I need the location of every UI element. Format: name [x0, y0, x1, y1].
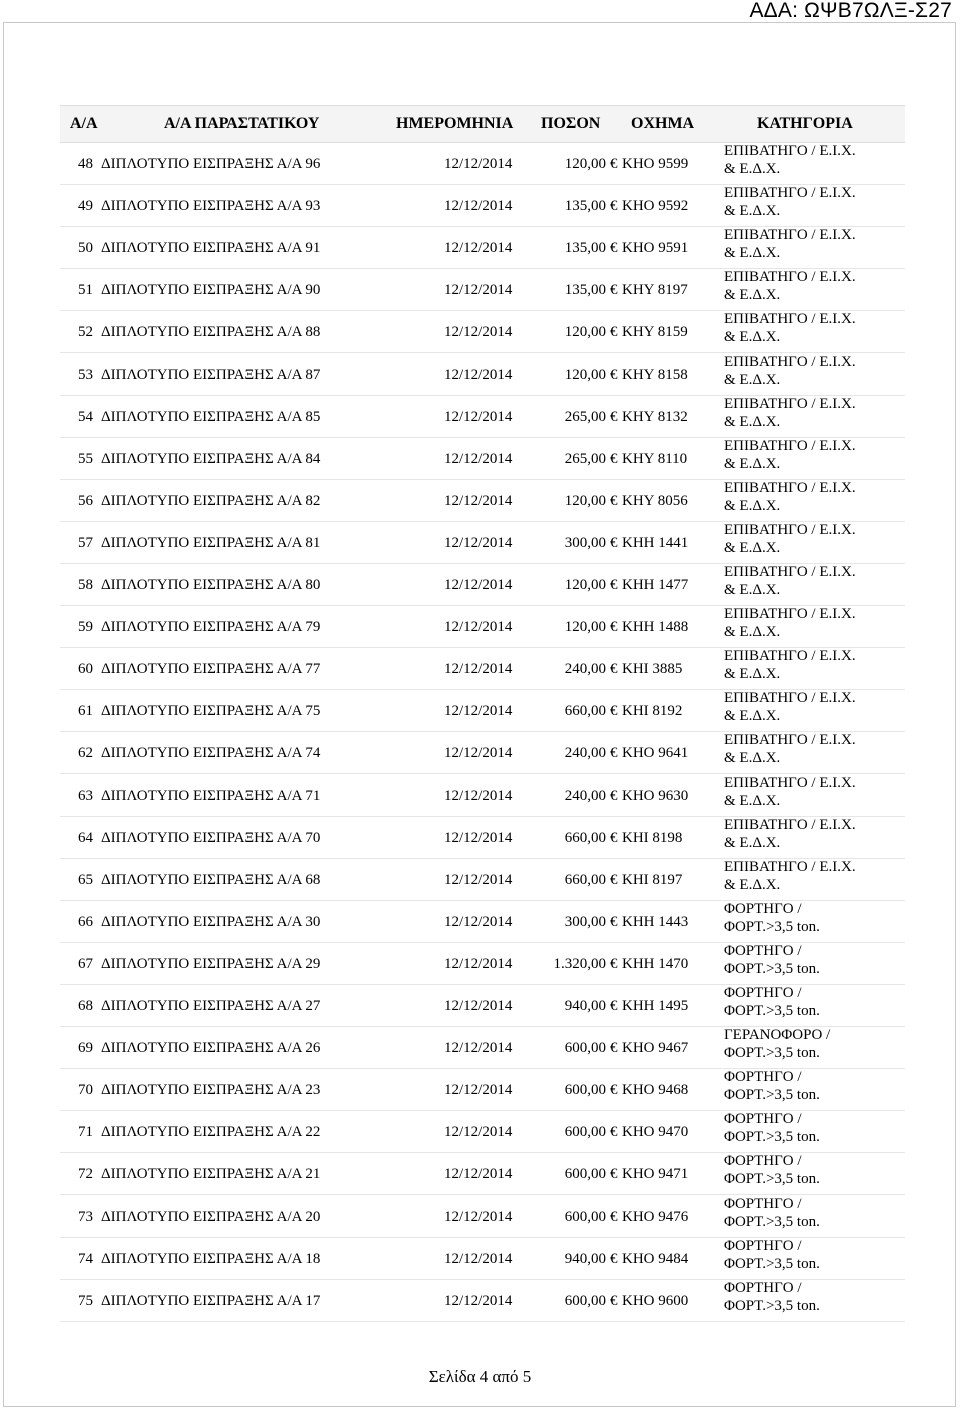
row-document: ΔΙΠΛΟΤΥΠΟ ΕΙΣΠΡΑΞΗΣ Α/Α 23	[101, 1082, 321, 1099]
row-category-line2: & Ε.Δ.Χ.	[724, 413, 781, 430]
euro-symbol: €	[610, 324, 618, 341]
row-date: 12/12/2014	[444, 534, 513, 551]
table-row	[60, 1153, 905, 1195]
row-date: 12/12/2014	[444, 282, 513, 299]
row-number: 73	[78, 1208, 93, 1225]
row-vehicle: ΚΗΟ 9476	[622, 1208, 689, 1225]
row-amount: 600,00	[564, 1292, 606, 1309]
row-date: 12/12/2014	[444, 492, 513, 509]
euro-symbol: €	[610, 955, 618, 972]
table-row	[60, 143, 905, 185]
row-category-line2: & Ε.Δ.Χ.	[724, 834, 781, 851]
euro-symbol: €	[610, 282, 618, 299]
row-document: ΔΙΠΛΟΤΥΠΟ ΕΙΣΠΡΑΞΗΣ Α/Α 87	[101, 366, 321, 383]
row-document: ΔΙΠΛΟΤΥΠΟ ΕΙΣΠΡΑΞΗΣ Α/Α 77	[101, 661, 321, 678]
row-document: ΔΙΠΛΟΤΥΠΟ ΕΙΣΠΡΑΞΗΣ Α/Α 70	[101, 829, 321, 846]
row-date: 12/12/2014	[444, 198, 513, 215]
row-category-line1: ΕΠΙΒΑΤΗΓΟ / Ε.Ι.Χ.	[724, 185, 856, 202]
row-number: 62	[78, 745, 93, 762]
row-category-line1: ΕΠΙΒΑΤΗΓΟ / Ε.Ι.Χ.	[724, 479, 856, 496]
row-number: 56	[78, 492, 93, 509]
row-document: ΔΙΠΛΟΤΥΠΟ ΕΙΣΠΡΑΞΗΣ Α/Α 74	[101, 745, 321, 762]
table-row	[60, 354, 905, 396]
row-category-line2: ΦΟΡΤ.>3,5 ton.	[724, 918, 820, 935]
row-amount: 135,00	[564, 198, 606, 215]
row-date: 12/12/2014	[444, 619, 513, 636]
row-amount: 120,00	[564, 577, 606, 593]
row-date: 12/12/2014	[444, 450, 513, 467]
row-category-line2: ΦΟΡΤ.>3,5 ton.	[724, 1297, 820, 1314]
table-row	[60, 522, 905, 564]
row-category-line2: & Ε.Δ.Χ.	[724, 497, 781, 514]
table-row	[60, 564, 905, 606]
row-category-line1: ΕΠΙΒΑΤΗΓΟ / Ε.Ι.Χ.	[724, 774, 856, 791]
row-document: ΔΙΠΛΟΤΥΠΟ ΕΙΣΠΡΑΞΗΣ Α/Α 90	[101, 282, 321, 299]
header-aa: Α/Α	[70, 115, 98, 132]
header-vehicle: ΟΧΗΜΑ	[631, 115, 695, 132]
row-amount: 940,00	[564, 998, 606, 1014]
row-document: ΔΙΠΛΟΤΥΠΟ ΕΙΣΠΡΑΞΗΣ Α/Α 22	[101, 1124, 321, 1141]
row-number: 54	[78, 408, 93, 425]
row-date: 12/12/2014	[444, 871, 513, 888]
table-row	[60, 606, 905, 648]
row-category-line2: & Ε.Δ.Χ.	[724, 539, 781, 556]
row-document: ΔΙΠΛΟΤΥΠΟ ΕΙΣΠΡΑΞΗΣ Α/Α 20	[101, 1208, 321, 1225]
row-number: 49	[78, 198, 93, 215]
row-amount: 135,00	[564, 240, 606, 257]
row-category-line1: ΕΠΙΒΑΤΗΓΟ / Ε.Ι.Χ.	[724, 690, 856, 707]
row-vehicle: ΚΗΟ 9484	[622, 1250, 689, 1267]
row-document: ΔΙΠΛΟΤΥΠΟ ΕΙΣΠΡΑΞΗΣ Α/Α 21	[101, 1166, 321, 1183]
row-document: ΔΙΠΛΟΤΥΠΟ ΕΙΣΠΡΑΞΗΣ Α/Α 29	[101, 955, 321, 972]
row-amount: 600,00	[564, 1040, 606, 1057]
row-number: 60	[78, 661, 93, 678]
row-amount: 265,00	[564, 450, 606, 467]
euro-symbol: €	[610, 871, 618, 888]
row-category-line1: ΦΟΡΤΗΓΟ /	[724, 1069, 802, 1086]
row-vehicle: ΚΗΙ 8192	[622, 703, 683, 720]
row-number: 59	[78, 619, 93, 636]
table-row	[60, 817, 905, 859]
row-amount: 600,00	[564, 1166, 606, 1183]
row-category-line2: & Ε.Δ.Χ.	[724, 287, 781, 304]
row-vehicle: ΚΗΟ 9467	[622, 1040, 689, 1057]
row-category-line1: ΕΠΙΒΑΤΗΓΟ / Ε.Ι.Χ.	[724, 564, 856, 580]
page-footer: Σελίδα 4 από 5	[428, 1367, 532, 1386]
row-category-line1: ΕΠΙΒΑΤΗΓΟ / Ε.Ι.Χ.	[724, 521, 856, 538]
table-row	[60, 1196, 905, 1238]
row-amount: 940,00	[564, 1250, 606, 1267]
row-document: ΔΙΠΛΟΤΥΠΟ ΕΙΣΠΡΑΞΗΣ Α/Α 27	[101, 998, 321, 1014]
row-category-line2: & Ε.Δ.Χ.	[724, 708, 781, 725]
row-document: ΔΙΠΛΟΤΥΠΟ ΕΙΣΠΡΑΞΗΣ Α/Α 85	[101, 408, 321, 425]
row-vehicle: ΚΗΗ 1488	[622, 619, 689, 636]
table-row	[60, 901, 905, 943]
euro-symbol: €	[610, 408, 618, 425]
row-amount: 240,00	[564, 787, 606, 804]
row-category-line1: ΓΕΡΑΝΟΦΟΡΟ /	[724, 1027, 831, 1044]
row-date: 12/12/2014	[444, 577, 513, 593]
row-amount: 1.320,00	[553, 955, 606, 972]
euro-symbol: €	[610, 913, 618, 930]
row-category-line2: & Ε.Δ.Χ.	[724, 624, 781, 641]
row-category-line2: ΦΟΡΤ.>3,5 ton.	[724, 1087, 820, 1104]
table-row	[60, 1238, 905, 1280]
row-document: ΔΙΠΛΟΤΥΠΟ ΕΙΣΠΡΑΞΗΣ Α/Α 71	[101, 787, 321, 804]
row-date: 12/12/2014	[444, 156, 513, 172]
row-vehicle: ΚΗΟ 9599	[622, 156, 689, 172]
euro-symbol: €	[610, 1250, 618, 1267]
row-document: ΔΙΠΛΟΤΥΠΟ ΕΙΣΠΡΑΞΗΣ Α/Α 75	[101, 703, 321, 720]
row-category-line1: ΕΠΙΒΑΤΗΓΟ / Ε.Ι.Χ.	[724, 353, 856, 370]
row-amount: 600,00	[564, 1208, 606, 1225]
euro-symbol: €	[610, 619, 618, 636]
euro-symbol: €	[610, 366, 618, 383]
row-vehicle: ΚΗΙ 8198	[622, 829, 683, 846]
row-category-line2: & Ε.Δ.Χ.	[724, 203, 781, 220]
row-category-line1: ΕΠΙΒΑΤΗΓΟ / Ε.Ι.Χ.	[724, 732, 856, 749]
row-category-line2: ΦΟΡΤ.>3,5 ton.	[724, 1255, 820, 1272]
row-category-line1: ΕΠΙΒΑΤΗΓΟ / Ε.Ι.Χ.	[724, 606, 856, 623]
row-document: ΔΙΠΛΟΤΥΠΟ ΕΙΣΠΡΑΞΗΣ Α/Α 84	[101, 450, 321, 467]
row-number: 58	[78, 577, 93, 593]
row-amount: 660,00	[564, 829, 606, 846]
row-date: 12/12/2014	[444, 324, 513, 341]
row-document: ΔΙΠΛΟΤΥΠΟ ΕΙΣΠΡΑΞΗΣ Α/Α 93	[101, 198, 321, 215]
euro-symbol: €	[610, 998, 618, 1014]
row-document: ΔΙΠΛΟΤΥΠΟ ΕΙΣΠΡΑΞΗΣ Α/Α 80	[101, 577, 321, 593]
row-date: 12/12/2014	[444, 913, 513, 930]
row-number: 61	[78, 703, 93, 720]
row-category-line1: ΦΟΡΤΗΓΟ /	[724, 900, 802, 917]
row-date: 12/12/2014	[444, 240, 513, 257]
table-row	[60, 1280, 905, 1322]
row-amount: 120,00	[564, 492, 606, 509]
row-date: 12/12/2014	[444, 1208, 513, 1225]
row-vehicle: ΚΗΟ 9468	[622, 1082, 689, 1099]
row-category-line2: & Ε.Δ.Χ.	[724, 876, 781, 893]
table-row	[60, 311, 905, 353]
row-category-line1: ΕΠΙΒΑΤΗΓΟ / Ε.Ι.Χ.	[724, 311, 856, 328]
euro-symbol: €	[610, 240, 618, 257]
row-date: 12/12/2014	[444, 1292, 513, 1309]
row-vehicle: ΚΗΥ 8159	[622, 324, 688, 341]
table-row	[60, 396, 905, 438]
row-category-line2: & Ε.Δ.Χ.	[724, 666, 781, 683]
row-document: ΔΙΠΛΟΤΥΠΟ ΕΙΣΠΡΑΞΗΣ Α/Α 17	[101, 1292, 321, 1309]
euro-symbol: €	[610, 1166, 618, 1183]
row-amount: 265,00	[564, 408, 606, 425]
row-category-line2: ΦΟΡΤ.>3,5 ton.	[724, 1171, 820, 1188]
row-amount: 300,00	[564, 913, 606, 930]
row-category-line1: ΕΠΙΒΑΤΗΓΟ / Ε.Ι.Χ.	[724, 143, 856, 159]
euro-symbol: €	[610, 1208, 618, 1225]
euro-symbol: €	[610, 450, 618, 467]
row-document: ΔΙΠΛΟΤΥΠΟ ΕΙΣΠΡΑΞΗΣ Α/Α 96	[101, 156, 321, 172]
row-amount: 660,00	[564, 871, 606, 888]
row-vehicle: ΚΗΟ 9470	[622, 1124, 689, 1141]
row-category-line2: ΦΟΡΤ.>3,5 ton.	[724, 1213, 820, 1230]
row-vehicle: ΚΗΗ 1470	[622, 955, 689, 972]
row-amount: 240,00	[564, 661, 606, 678]
row-amount: 240,00	[564, 745, 606, 762]
row-amount: 660,00	[564, 703, 606, 720]
row-number: 67	[78, 955, 93, 972]
row-document: ΔΙΠΛΟΤΥΠΟ ΕΙΣΠΡΑΞΗΣ Α/Α 91	[101, 240, 321, 257]
row-amount: 120,00	[564, 156, 606, 172]
row-vehicle: ΚΗΥ 8056	[622, 492, 688, 509]
table-row	[60, 690, 905, 732]
euro-symbol: €	[610, 156, 618, 172]
euro-symbol: €	[610, 1124, 618, 1141]
row-category-line1: ΦΟΡΤΗΓΟ /	[724, 1153, 802, 1170]
row-category-line1: ΕΠΙΒΑΤΗΓΟ / Ε.Ι.Χ.	[724, 648, 856, 665]
row-category-line1: ΕΠΙΒΑΤΗΓΟ / Ε.Ι.Χ.	[724, 227, 856, 244]
row-date: 12/12/2014	[444, 1250, 513, 1267]
row-category-line2: ΦΟΡΤ.>3,5 ton.	[724, 1045, 820, 1062]
row-category-line2: & Ε.Δ.Χ.	[724, 455, 781, 472]
row-category-line1: ΦΟΡΤΗΓΟ /	[724, 1237, 802, 1254]
row-number: 50	[78, 240, 93, 257]
row-amount: 600,00	[564, 1082, 606, 1099]
table-row	[60, 1069, 905, 1111]
row-number: 63	[78, 787, 93, 804]
euro-symbol: €	[610, 745, 618, 762]
header-amount: ΠΟΣΟΝ	[541, 115, 601, 132]
row-category-line1: ΕΠΙΒΑΤΗΓΟ / Ε.Ι.Χ.	[724, 395, 856, 412]
row-date: 12/12/2014	[444, 787, 513, 804]
row-number: 64	[78, 829, 93, 846]
row-document: ΔΙΠΛΟΤΥΠΟ ΕΙΣΠΡΑΞΗΣ Α/Α 82	[101, 492, 321, 509]
row-number: 66	[78, 913, 93, 930]
row-amount: 120,00	[564, 324, 606, 341]
row-number: 53	[78, 366, 93, 383]
row-category-line2: ΦΟΡΤ.>3,5 ton.	[724, 960, 820, 977]
row-number: 48	[78, 156, 93, 172]
row-date: 12/12/2014	[444, 1124, 513, 1141]
row-number: 57	[78, 534, 93, 551]
row-category-line2: & Ε.Δ.Χ.	[724, 329, 781, 346]
row-amount: 120,00	[564, 619, 606, 636]
row-vehicle: ΚΗΥ 8197	[622, 282, 688, 299]
row-document: ΔΙΠΛΟΤΥΠΟ ΕΙΣΠΡΑΞΗΣ Α/Α 18	[101, 1250, 321, 1267]
row-vehicle: ΚΗΗ 1441	[622, 534, 689, 551]
row-category-line1: ΕΠΙΒΑΤΗΓΟ / Ε.Ι.Χ.	[724, 858, 856, 875]
table-row	[60, 859, 905, 901]
row-number: 70	[78, 1082, 93, 1099]
table-row	[60, 943, 905, 985]
header-date: ΗΜΕΡΟΜΗΝΙΑ	[396, 115, 514, 132]
table-row	[60, 480, 905, 522]
row-category-line1: ΕΠΙΒΑΤΗΓΟ / Ε.Ι.Χ.	[724, 269, 856, 286]
row-vehicle: ΚΗΟ 9592	[622, 198, 689, 215]
row-number: 74	[78, 1250, 93, 1267]
row-category-line1: ΦΟΡΤΗΓΟ /	[724, 985, 802, 1001]
row-vehicle: ΚΗΟ 9591	[622, 240, 689, 257]
table-row	[60, 438, 905, 480]
row-date: 12/12/2014	[444, 703, 513, 720]
row-date: 12/12/2014	[444, 955, 513, 972]
table-row	[60, 227, 905, 269]
row-date: 12/12/2014	[444, 661, 513, 678]
row-date: 12/12/2014	[444, 408, 513, 425]
table-row	[60, 775, 905, 817]
row-category-line1: ΦΟΡΤΗΓΟ /	[724, 942, 802, 959]
row-category-line1: ΕΠΙΒΑΤΗΓΟ / Ε.Ι.Χ.	[724, 816, 856, 833]
row-document: ΔΙΠΛΟΤΥΠΟ ΕΙΣΠΡΑΞΗΣ Α/Α 88	[101, 324, 321, 341]
ada-stamp: ΑΔΑ: ΩΨΒ7ΩΛΞ-Σ27	[749, 0, 952, 22]
row-date: 12/12/2014	[444, 829, 513, 846]
table-row	[60, 185, 905, 227]
row-category-line2: & Ε.Δ.Χ.	[724, 750, 781, 767]
euro-symbol: €	[610, 829, 618, 846]
row-category-line2: ΦΟΡΤ.>3,5 ton.	[724, 1129, 820, 1146]
row-category-line2: & Ε.Δ.Χ.	[724, 792, 781, 809]
euro-symbol: €	[610, 787, 618, 804]
row-vehicle: ΚΗΟ 9641	[622, 745, 689, 762]
row-number: 69	[78, 1040, 93, 1057]
row-category-line2: ΦΟΡΤ.>3,5 ton.	[724, 1003, 820, 1019]
row-number: 75	[78, 1292, 93, 1309]
row-category-line1: ΦΟΡΤΗΓΟ /	[724, 1111, 802, 1128]
row-vehicle: ΚΗΗ 1443	[622, 913, 689, 930]
table-header	[60, 105, 905, 143]
row-vehicle: ΚΗΟ 9471	[622, 1166, 689, 1183]
euro-symbol: €	[610, 492, 618, 509]
euro-symbol: €	[610, 661, 618, 678]
row-vehicle: ΚΗΗ 1477	[622, 577, 689, 593]
row-number: 52	[78, 324, 93, 341]
table-row	[60, 732, 905, 774]
row-vehicle: ΚΗΙ 8197	[622, 871, 683, 888]
table-row	[60, 1111, 905, 1153]
row-document: ΔΙΠΛΟΤΥΠΟ ΕΙΣΠΡΑΞΗΣ Α/Α 68	[101, 871, 321, 888]
row-vehicle: ΚΗΥ 8110	[622, 450, 688, 467]
row-date: 12/12/2014	[444, 1166, 513, 1183]
euro-symbol: €	[610, 1040, 618, 1057]
row-amount: 120,00	[564, 366, 606, 383]
row-date: 12/12/2014	[444, 366, 513, 383]
row-amount: 600,00	[564, 1124, 606, 1141]
row-date: 12/12/2014	[444, 745, 513, 762]
row-category-line2: & Ε.Δ.Χ.	[724, 371, 781, 388]
euro-symbol: €	[610, 1292, 618, 1309]
row-category-line1: ΕΠΙΒΑΤΗΓΟ / Ε.Ι.Χ.	[724, 437, 856, 454]
row-amount: 135,00	[564, 282, 606, 299]
euro-symbol: €	[610, 703, 618, 720]
row-date: 12/12/2014	[444, 998, 513, 1014]
euro-symbol: €	[610, 577, 618, 593]
row-number: 65	[78, 871, 93, 888]
table-row	[60, 269, 905, 311]
row-vehicle: ΚΗΗ 1495	[622, 998, 689, 1014]
row-vehicle: ΚΗΟ 9600	[622, 1292, 689, 1309]
row-vehicle: ΚΗΙ 3885	[622, 661, 683, 678]
row-number: 71	[78, 1124, 93, 1141]
row-vehicle: ΚΗΥ 8158	[622, 366, 688, 383]
row-number: 68	[78, 998, 93, 1014]
row-vehicle: ΚΗΟ 9630	[622, 787, 689, 804]
table-row	[60, 648, 905, 690]
row-category-line2: & Ε.Δ.Χ.	[724, 161, 781, 177]
row-category-line1: ΦΟΡΤΗΓΟ /	[724, 1195, 802, 1212]
table-row	[60, 985, 905, 1027]
euro-symbol: €	[610, 198, 618, 215]
row-document: ΔΙΠΛΟΤΥΠΟ ΕΙΣΠΡΑΞΗΣ Α/Α 79	[101, 619, 321, 636]
row-vehicle: ΚΗΥ 8132	[622, 408, 688, 425]
row-number: 51	[78, 282, 93, 299]
row-document: ΔΙΠΛΟΤΥΠΟ ΕΙΣΠΡΑΞΗΣ Α/Α 81	[101, 534, 321, 551]
row-number: 55	[78, 450, 93, 467]
header-category: ΚΑΤΗΓΟΡΙΑ	[757, 115, 853, 132]
row-document: ΔΙΠΛΟΤΥΠΟ ΕΙΣΠΡΑΞΗΣ Α/Α 30	[101, 913, 321, 930]
euro-symbol: €	[610, 1082, 618, 1099]
row-date: 12/12/2014	[444, 1040, 513, 1057]
euro-symbol: €	[610, 534, 618, 551]
header-document: Α/Α ΠΑΡΑΣΤΑΤΙΚΟΥ	[164, 115, 320, 132]
row-number: 72	[78, 1166, 93, 1183]
row-category-line2: & Ε.Δ.Χ.	[724, 582, 781, 598]
table-row	[60, 1027, 905, 1069]
row-category-line2: & Ε.Δ.Χ.	[724, 245, 781, 262]
row-amount: 300,00	[564, 534, 606, 551]
row-date: 12/12/2014	[444, 1082, 513, 1099]
row-document: ΔΙΠΛΟΤΥΠΟ ΕΙΣΠΡΑΞΗΣ Α/Α 26	[101, 1040, 321, 1057]
row-category-line1: ΦΟΡΤΗΓΟ /	[724, 1279, 802, 1296]
